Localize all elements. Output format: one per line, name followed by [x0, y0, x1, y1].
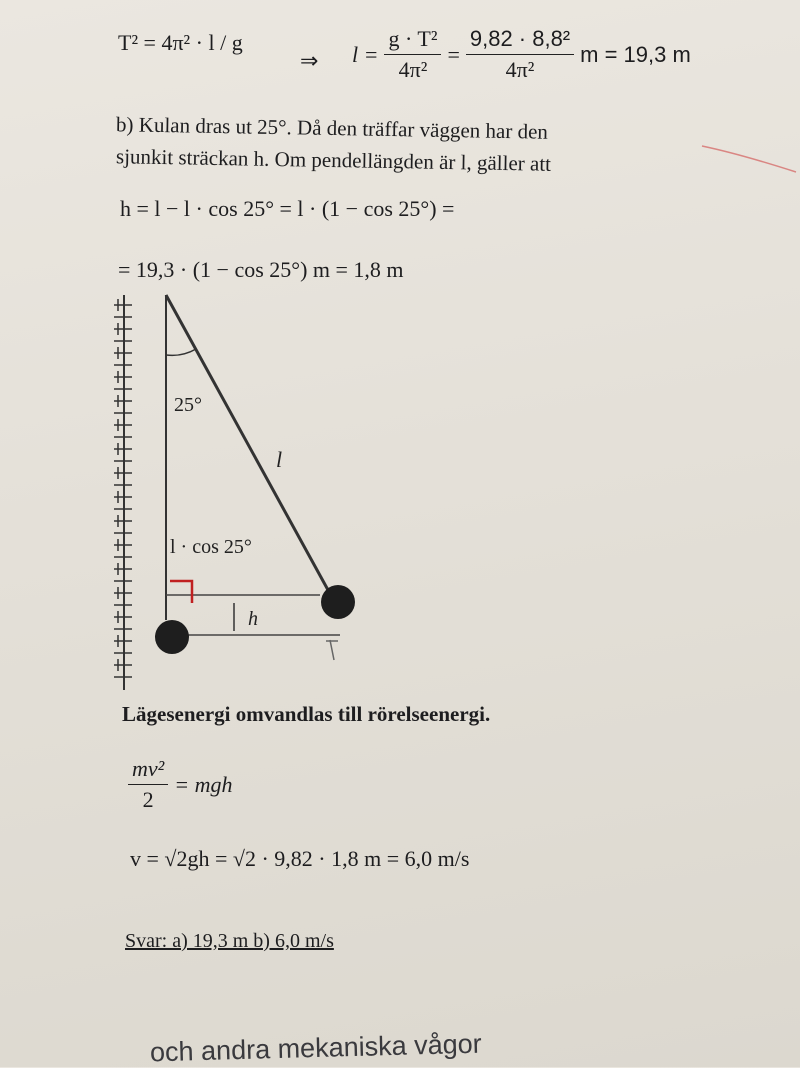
pendulum-diagram	[110, 285, 390, 705]
angle-label: 25°	[174, 394, 202, 416]
kinetic-fraction	[128, 756, 168, 813]
h-result: = 19,3 · (1 − cos 25°) m = 1,8 m	[118, 257, 404, 282]
length-fraction-num: g · T²	[384, 26, 441, 55]
answer-line: Svar: a) 19,3 m b) 6,0 m/s	[125, 930, 334, 952]
velocity-equation: v = √2gh = √2 · 9,82 · 1,8 m = 6,0 m/s	[130, 846, 470, 871]
length-lhs: l =	[352, 41, 379, 67]
implication-arrow: ⇒	[300, 48, 319, 73]
length-values-num: 9,82 · 8,8²	[466, 26, 574, 55]
potential-term: = mgh	[174, 771, 233, 797]
length-values-den: 4π²	[505, 57, 535, 82]
cos-label: l · cos 25°	[170, 536, 252, 558]
length-result: m = 19,3 m	[580, 41, 691, 67]
ball-raised	[321, 585, 355, 619]
length-fraction	[384, 26, 441, 83]
length-equation	[352, 26, 691, 83]
equals-sign: =	[447, 41, 460, 67]
red-annotation-mark	[170, 581, 192, 603]
next-section-heading: och andra mekaniska vågor	[149, 1028, 483, 1068]
kinetic-num: mv²	[128, 756, 168, 785]
energy-heading: Lägesenergi omvandlas till rörelseenergi.	[122, 702, 491, 726]
part-b-line-1: b) Kulan dras ut 25°. Då den träffar väggen har den	[115, 112, 549, 144]
part-b-line-2: sjunkit sträckan h. Om pendellängden är l, gäller att	[115, 144, 552, 176]
red-pen-stroke	[700, 140, 800, 180]
kinetic-den: 2	[142, 787, 154, 812]
length-values-fraction	[466, 26, 574, 83]
period-lhs: T² = 4π² · l / g	[118, 30, 243, 55]
length-fraction-den: 4π²	[398, 57, 428, 82]
length-label: l	[276, 447, 283, 472]
h-equation: h = l − l · cos 25° = l · (1 − cos 25°) =	[120, 196, 455, 221]
h-label: h	[248, 608, 258, 630]
energy-equation	[128, 756, 232, 813]
period-equation	[118, 30, 243, 56]
pencil-mark	[326, 640, 338, 660]
angle-arc	[166, 349, 196, 355]
ball-lowest	[155, 620, 189, 654]
